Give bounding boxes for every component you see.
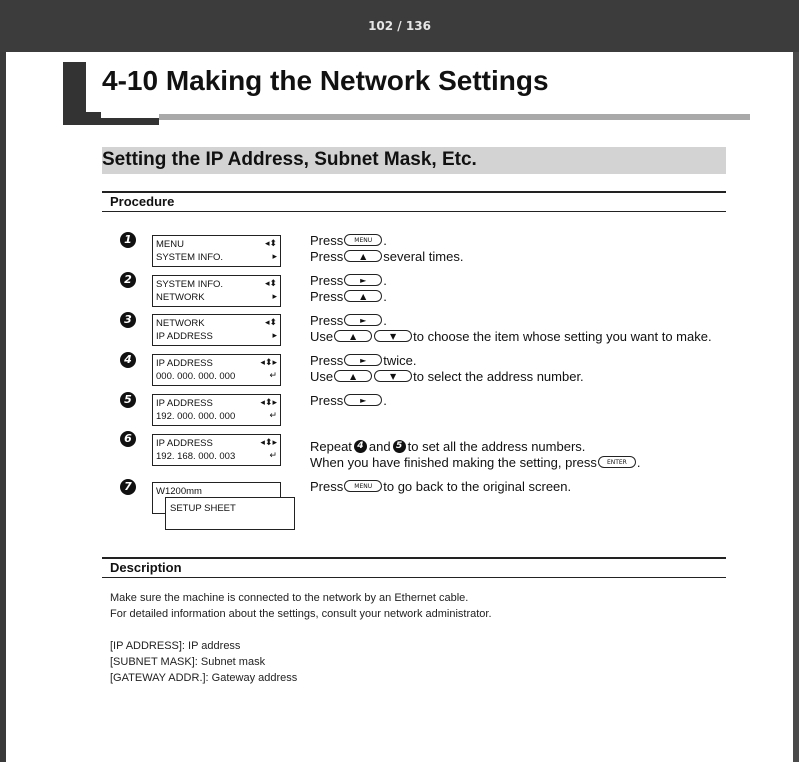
step-number: 1 (120, 232, 136, 248)
lcd-line-1: IP ADDRESS (156, 358, 213, 369)
instruction-line (310, 438, 585, 454)
lcd-line-1: IP ADDRESS (156, 398, 213, 409)
description-bottom-rule (102, 577, 726, 578)
lcd-display (152, 275, 281, 307)
instruction-text: to go back to the original screen. (383, 478, 572, 494)
instruction-text: Press (310, 272, 344, 288)
lcd-line-2: 192. 000. 000. 000 (156, 411, 236, 422)
right-key-icon: ► (344, 354, 382, 366)
lcd-display (152, 434, 281, 466)
instruction-text: Press (310, 478, 344, 494)
lcd-arrow-icon: ▸ (272, 291, 277, 301)
instruction-text: Press (310, 232, 344, 248)
instruction-line (310, 272, 387, 288)
procedure-top-rule (102, 191, 726, 193)
lcd-display-overlay (165, 497, 295, 530)
instruction-text: . (383, 288, 387, 304)
instruction-text: . (383, 272, 387, 288)
instruction-line (310, 248, 463, 264)
down-key-icon: ▼ (374, 370, 412, 382)
instruction-text: . (636, 454, 641, 470)
right-key-icon: ► (344, 274, 382, 286)
lcd-display (152, 314, 281, 346)
chapter-title: 4-10 Making the Network Settings (102, 65, 549, 96)
lcd-line-2: 192. 168. 000. 003 (156, 451, 236, 462)
step-number: 2 (120, 272, 136, 288)
step-ref-icon: 5 (393, 440, 406, 453)
instruction-text: Press (310, 312, 344, 328)
instruction-text: . (383, 232, 387, 248)
enter-key-icon: ENTER (598, 456, 636, 468)
right-key-icon: ► (344, 394, 382, 406)
chapter-rule-grey (159, 114, 750, 120)
enter-arrow-icon: ↵ (269, 370, 277, 380)
chapter-rule-dark (63, 118, 159, 125)
up-key-icon: ▲ (334, 370, 372, 382)
right-key-icon: ► (344, 314, 382, 326)
lcd-display (152, 354, 281, 386)
step-number: 5 (120, 392, 136, 408)
instruction-text: to set all the address numbers. (407, 438, 586, 454)
description-line: [SUBNET MASK]: Subnet mask (110, 656, 266, 668)
instruction-text: Press (310, 392, 344, 408)
instruction-text: and (368, 438, 391, 454)
description-line: [GATEWAY ADDR.]: Gateway address (110, 672, 298, 684)
lcd-arrow-icon: ◂⬍ (264, 317, 277, 327)
lcd-line-1: SETUP SHEET (170, 503, 236, 514)
instruction-line (310, 288, 387, 304)
instruction-text: . (383, 312, 387, 328)
lcd-line-1: SYSTEM INFO. (156, 279, 224, 290)
lcd-arrow-icon: ◂⬍ (264, 238, 277, 248)
description-top-rule (102, 557, 726, 559)
instruction-text: . (383, 392, 387, 408)
instruction-line (310, 392, 387, 408)
instruction-line (310, 328, 712, 344)
lcd-line-2: SYSTEM INFO. (156, 252, 224, 263)
lcd-arrow-icon: ▸ (272, 251, 277, 261)
up-key-icon: ▲ (334, 330, 372, 342)
procedure-heading: Procedure (110, 194, 175, 209)
instruction-text: Use (310, 328, 334, 344)
menu-key-icon: MENU (344, 234, 382, 246)
step-number: 7 (120, 479, 136, 495)
lcd-line-2: NETWORK (156, 292, 205, 303)
lcd-display (152, 235, 281, 267)
description-line: For detailed information about the settings, consult your network administrator. (110, 608, 492, 620)
instruction-text: to select the address number. (413, 368, 584, 384)
instruction-text: twice. (383, 352, 417, 368)
instruction-text: Use (310, 368, 334, 384)
lcd-display (152, 394, 281, 426)
lcd-line-1: IP ADDRESS (156, 438, 213, 449)
step-number: 6 (120, 431, 136, 447)
up-key-icon: ▲ (344, 250, 382, 262)
lcd-line-2: 000. 000. 000. 000 (156, 371, 236, 382)
instruction-text: When you have finished making the setting, press (310, 454, 597, 470)
enter-arrow-icon: ↵ (269, 450, 277, 460)
lcd-line-1: MENU (156, 239, 184, 250)
lcd-arrow-icon: ◂⬍▸ (260, 437, 277, 447)
description-heading: Description (110, 560, 182, 575)
instruction-text: Repeat (310, 438, 352, 454)
step-ref-icon: 4 (354, 440, 367, 453)
description-line: Make sure the machine is connected to the network by an Ethernet cable. (110, 592, 469, 604)
lcd-line-2: IP ADDRESS (156, 331, 213, 342)
instruction-line (310, 352, 416, 368)
lcd-arrow-icon: ◂⬍▸ (260, 357, 277, 367)
document-page (6, 52, 793, 762)
enter-arrow-icon: ↵ (269, 410, 277, 420)
lcd-line-1: NETWORK (156, 318, 205, 329)
description-line: [IP ADDRESS]: IP address (110, 640, 241, 652)
lcd-line-1: W1200mm (156, 486, 202, 497)
instruction-line (310, 232, 387, 248)
down-key-icon: ▼ (374, 330, 412, 342)
instruction-line (310, 312, 387, 328)
instruction-line (310, 368, 584, 384)
instruction-text: to choose the item whose setting you want to make. (413, 328, 712, 344)
menu-key-icon: MENU (344, 480, 382, 492)
instruction-text: Press (310, 352, 344, 368)
procedure-bottom-rule (102, 211, 726, 212)
lcd-arrow-icon: ◂⬍ (264, 278, 277, 288)
instruction-text: several times. (383, 248, 464, 264)
lcd-arrow-icon: ▸ (272, 330, 277, 340)
instruction-text: Press (310, 248, 344, 264)
instruction-line (310, 454, 641, 470)
step-number: 3 (120, 312, 136, 328)
instruction-line (310, 478, 571, 494)
up-key-icon: ▲ (344, 290, 382, 302)
section-title: Setting the IP Address, Subnet Mask, Etc. (102, 149, 477, 170)
instruction-text: Press (310, 288, 344, 304)
step-number: 4 (120, 352, 136, 368)
page-counter: 102 / 136 (368, 19, 431, 33)
lcd-arrow-icon: ◂⬍▸ (260, 397, 277, 407)
viewer-edge (793, 52, 799, 762)
